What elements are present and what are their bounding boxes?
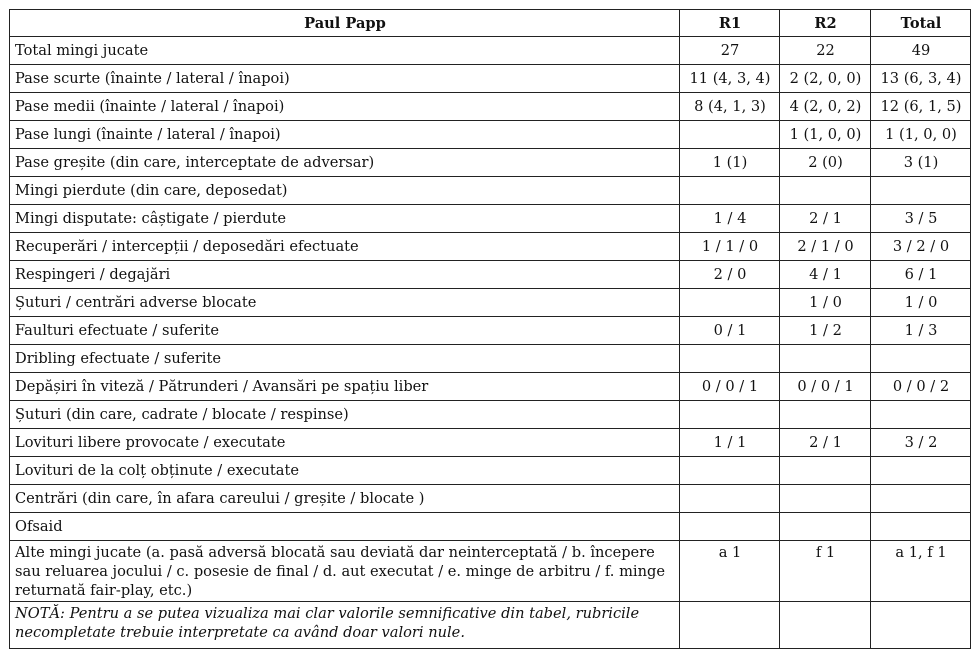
table-row	[10, 457, 971, 485]
total-value: 12 (6, 1, 5)	[871, 93, 971, 121]
r1-value: 8 (4, 1, 3)	[680, 93, 780, 121]
row-label: Mingi pierdute (din care, deposedat)	[10, 177, 680, 205]
header-row	[10, 10, 971, 37]
total-value: 6 / 1	[871, 261, 971, 289]
row-label: Depășiri în viteză / Pătrunderi / Avansări pe spațiu liber	[10, 373, 680, 401]
total-value: 1 / 3	[871, 317, 971, 345]
table-row	[10, 289, 971, 317]
r2-value: 2 / 1	[780, 429, 871, 457]
r2-value	[780, 177, 871, 205]
note-text: NOTĂ: Pentru a se putea vizualiza mai clar valorile semnificative din tabel, rubricile necompletate trebuie interpretate ca având doar valori nule.	[10, 602, 680, 649]
table-row	[10, 233, 971, 261]
r2-value: 2 (0)	[780, 149, 871, 177]
r1-value: 1 / 4	[680, 205, 780, 233]
total-value: 3 / 2	[871, 429, 971, 457]
total-value: a 1, f 1	[871, 541, 971, 602]
row-label: Centrări (din care, în afara careului / greșite / blocate )	[10, 485, 680, 513]
row-label: Pase scurte (înainte / lateral / înapoi)	[10, 65, 680, 93]
player-name-header: Paul Papp	[10, 10, 680, 37]
note-empty-cell	[680, 602, 780, 649]
r2-header: R2	[780, 10, 871, 37]
r2-value: 1 / 0	[780, 289, 871, 317]
r1-value: 1 (1)	[680, 149, 780, 177]
total-value: 3 / 5	[871, 205, 971, 233]
r1-value	[680, 121, 780, 149]
r1-value: 27	[680, 37, 780, 65]
r1-value	[680, 289, 780, 317]
r1-value	[680, 457, 780, 485]
total-value: 1 / 0	[871, 289, 971, 317]
r2-value: 4 (2, 0, 2)	[780, 93, 871, 121]
table-row	[10, 37, 971, 65]
table-row	[10, 429, 971, 457]
row-label: Șuturi / centrări adverse blocate	[10, 289, 680, 317]
r2-value: 1 (1, 0, 0)	[780, 121, 871, 149]
table-row	[10, 149, 971, 177]
total-value	[871, 177, 971, 205]
r2-value	[780, 401, 871, 429]
row-label: Ofsaid	[10, 513, 680, 541]
table-row	[10, 205, 971, 233]
row-label: Mingi disputate: câștigate / pierdute	[10, 205, 680, 233]
total-value	[871, 345, 971, 373]
r2-value: 0 / 0 / 1	[780, 373, 871, 401]
r2-value: 1 / 2	[780, 317, 871, 345]
r1-value	[680, 401, 780, 429]
other-balls-label: Alte mingi jucate (a. pasă adversă blocată sau deviată dar neinterceptată / b. începere sau reluarea jocului / c. posesie de final / d. aut executat / e. minge de arbitru / f. minge returnată fair-play, etc.)	[10, 541, 680, 602]
r1-value: a 1	[680, 541, 780, 602]
r1-value	[680, 177, 780, 205]
row-label: Recuperări / intercepții / deposedări efectuate	[10, 233, 680, 261]
r1-value: 0 / 1	[680, 317, 780, 345]
table-row	[10, 261, 971, 289]
total-value: 1 (1, 0, 0)	[871, 121, 971, 149]
r1-value: 11 (4, 3, 4)	[680, 65, 780, 93]
table-row	[10, 345, 971, 373]
total-value	[871, 401, 971, 429]
r2-value	[780, 345, 871, 373]
row-label: Respingeri / degajări	[10, 261, 680, 289]
note-empty-cell	[871, 602, 971, 649]
total-value	[871, 513, 971, 541]
total-value: 49	[871, 37, 971, 65]
note-row	[10, 602, 971, 649]
r2-value: 4 / 1	[780, 261, 871, 289]
r1-value: 1 / 1 / 0	[680, 233, 780, 261]
table-row	[10, 65, 971, 93]
total-value: 3 / 2 / 0	[871, 233, 971, 261]
r2-value	[780, 513, 871, 541]
r2-value	[780, 457, 871, 485]
row-label: Lovituri de la colț obținute / executate	[10, 457, 680, 485]
r1-value	[680, 485, 780, 513]
table-row	[10, 121, 971, 149]
r2-value: 2 / 1	[780, 205, 871, 233]
row-label: Total mingi jucate	[10, 37, 680, 65]
total-value	[871, 485, 971, 513]
r2-value: 2 (2, 0, 0)	[780, 65, 871, 93]
total-value: 0 / 0 / 2	[871, 373, 971, 401]
row-label: Pase greșite (din care, interceptate de adversar)	[10, 149, 680, 177]
player-stats-table	[9, 9, 971, 649]
row-label: Șuturi (din care, cadrate / blocate / respinse)	[10, 401, 680, 429]
row-label: Pase medii (înainte / lateral / înapoi)	[10, 93, 680, 121]
r1-value: 2 / 0	[680, 261, 780, 289]
table-row	[10, 93, 971, 121]
r1-value: 0 / 0 / 1	[680, 373, 780, 401]
table-row	[10, 373, 971, 401]
table-row	[10, 401, 971, 429]
row-label: Faulturi efectuate / suferite	[10, 317, 680, 345]
r2-value: f 1	[780, 541, 871, 602]
row-label: Lovituri libere provocate / executate	[10, 429, 680, 457]
row-label: Pase lungi (înainte / lateral / înapoi)	[10, 121, 680, 149]
other-balls-row	[10, 541, 971, 602]
r2-value: 2 / 1 / 0	[780, 233, 871, 261]
r2-value: 22	[780, 37, 871, 65]
r1-value: 1 / 1	[680, 429, 780, 457]
table-row	[10, 177, 971, 205]
table-row	[10, 317, 971, 345]
total-header: Total	[871, 10, 971, 37]
row-label: Dribling efectuate / suferite	[10, 345, 680, 373]
r1-value	[680, 345, 780, 373]
total-value	[871, 457, 971, 485]
total-value: 13 (6, 3, 4)	[871, 65, 971, 93]
r1-header: R1	[680, 10, 780, 37]
r2-value	[780, 485, 871, 513]
table-row	[10, 485, 971, 513]
r1-value	[680, 513, 780, 541]
note-empty-cell	[780, 602, 871, 649]
total-value: 3 (1)	[871, 149, 971, 177]
table-row	[10, 513, 971, 541]
